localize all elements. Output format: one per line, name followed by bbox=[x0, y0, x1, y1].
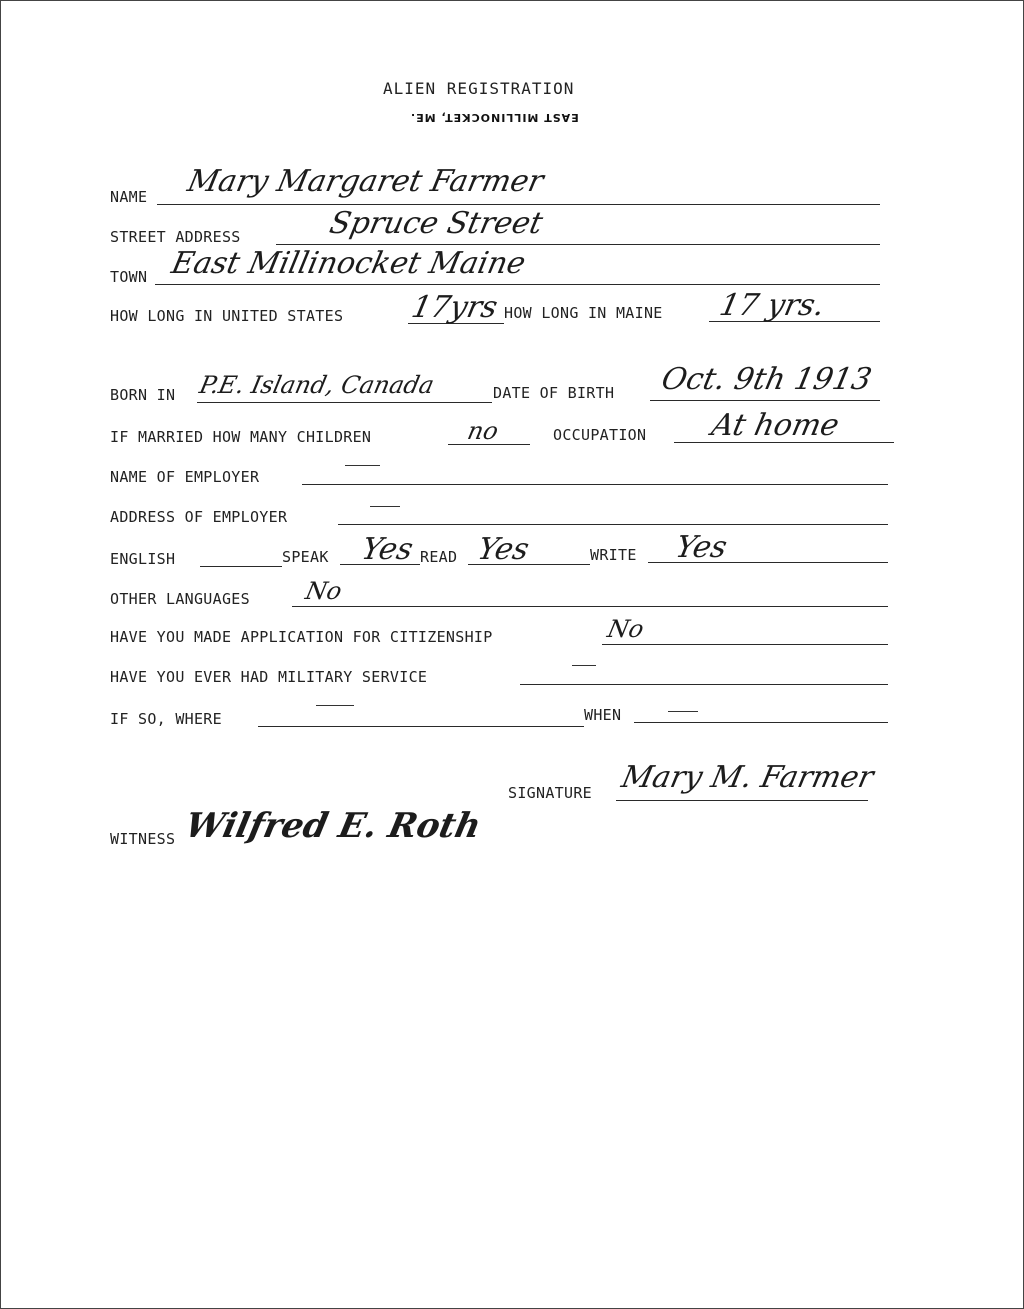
line-military bbox=[520, 684, 888, 685]
line-english bbox=[200, 566, 282, 567]
label-employer-name: NAME OF EMPLOYER bbox=[110, 468, 260, 486]
value-citizenship: No bbox=[605, 615, 647, 643]
label-born-in: BORN IN bbox=[110, 386, 176, 404]
label-if-so-where: IF SO, WHERE bbox=[110, 710, 222, 728]
line-street-address bbox=[276, 244, 880, 245]
line-citizenship bbox=[602, 644, 888, 645]
label-military: HAVE YOU EVER HAD MILITARY SERVICE bbox=[110, 668, 428, 686]
blank-dash-employer-address bbox=[370, 506, 400, 507]
value-born-in: P.E. Island, Canada bbox=[197, 371, 437, 399]
label-how-long-us: HOW LONG IN UNITED STATES bbox=[110, 307, 344, 325]
line-born-in bbox=[197, 402, 492, 403]
label-employer-address: ADDRESS OF EMPLOYER bbox=[110, 508, 288, 526]
label-street-address: STREET ADDRESS bbox=[110, 228, 241, 246]
line-name bbox=[157, 204, 880, 205]
value-name: Mary Margaret Farmer bbox=[184, 164, 547, 199]
line-other-languages bbox=[292, 606, 888, 607]
value-how-long-us: 17yrs bbox=[408, 290, 501, 325]
value-how-long-maine: 17 yrs. bbox=[716, 288, 828, 323]
label-citizenship: HAVE YOU MADE APPLICATION FOR CITIZENSHIP bbox=[110, 628, 493, 646]
label-english: ENGLISH bbox=[110, 550, 176, 568]
line-when bbox=[634, 722, 888, 723]
value-children: no bbox=[465, 417, 501, 445]
label-children: IF MARRIED HOW MANY CHILDREN bbox=[110, 428, 372, 446]
value-other-languages: No bbox=[303, 577, 345, 605]
label-occupation: OCCUPATION bbox=[553, 426, 647, 444]
label-how-long-maine: HOW LONG IN MAINE bbox=[504, 304, 663, 322]
line-signature bbox=[616, 800, 868, 801]
form-title: ALIEN REGISTRATION bbox=[383, 79, 575, 98]
line-employer-name bbox=[302, 484, 888, 485]
value-date-of-birth: Oct. 9th 1913 bbox=[658, 362, 875, 397]
value-street-address: Spruce Street bbox=[326, 206, 546, 241]
label-name: NAME bbox=[110, 188, 148, 206]
value-write: Yes bbox=[672, 530, 731, 565]
blank-dash-where bbox=[316, 705, 354, 706]
label-when: WHEN bbox=[584, 706, 622, 724]
value-signature: Mary M. Farmer bbox=[618, 760, 877, 795]
value-witness: Wilfred E. Roth bbox=[181, 806, 485, 846]
line-if-so-where bbox=[258, 726, 584, 727]
label-witness: WITNESS bbox=[110, 830, 176, 848]
label-date-of-birth: DATE OF BIRTH bbox=[493, 384, 615, 402]
blank-dash-employer-name bbox=[345, 465, 380, 466]
label-write: WRITE bbox=[590, 546, 637, 564]
label-other-languages: OTHER LANGUAGES bbox=[110, 590, 250, 608]
blank-dash-military bbox=[572, 665, 596, 666]
value-speak: Yes bbox=[358, 532, 417, 567]
label-read: READ bbox=[420, 548, 458, 566]
blank-dash-when bbox=[668, 711, 698, 712]
line-date-of-birth bbox=[650, 400, 880, 401]
label-signature: SIGNATURE bbox=[508, 784, 592, 802]
line-employer-address bbox=[338, 524, 888, 525]
label-town: TOWN bbox=[110, 268, 148, 286]
value-occupation: At home bbox=[708, 408, 843, 443]
town-stamp: EAST MILLINOCKET, ME. bbox=[410, 111, 579, 124]
line-town bbox=[155, 284, 880, 285]
value-town: East Millinocket Maine bbox=[168, 246, 529, 281]
value-read: Yes bbox=[474, 532, 533, 567]
label-speak: SPEAK bbox=[282, 548, 329, 566]
